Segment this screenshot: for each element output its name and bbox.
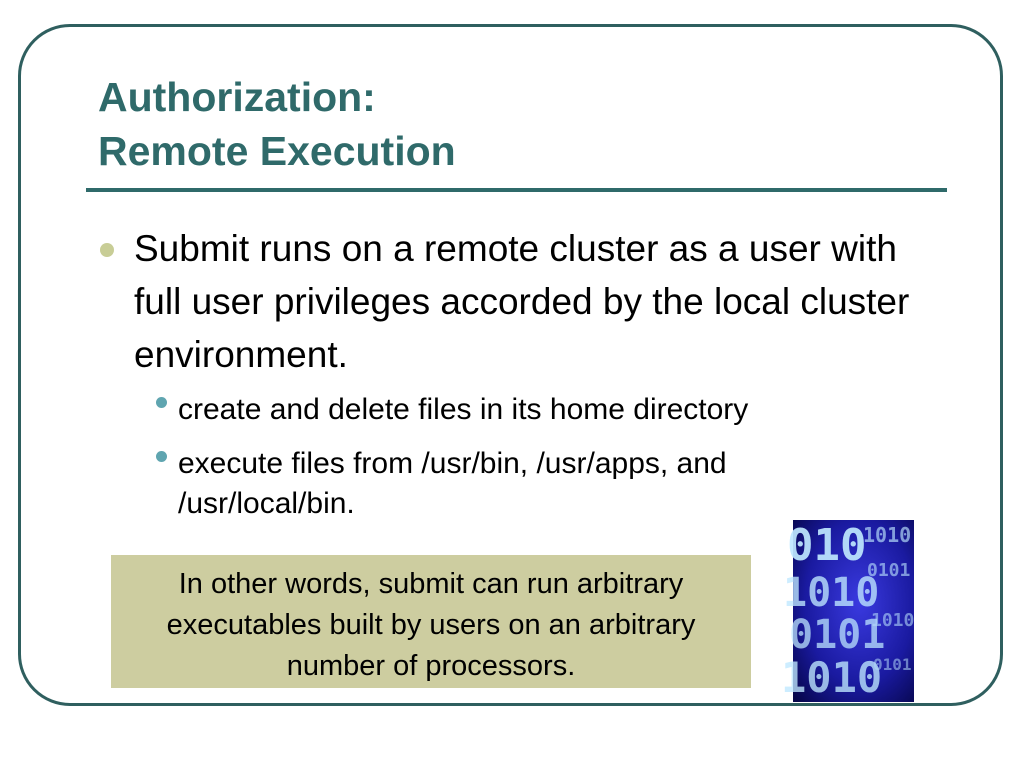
title-line-1: Authorization:	[98, 74, 376, 120]
svg-text:1010: 1010	[783, 570, 880, 616]
binary-code-image	[781, 520, 915, 702]
callout-box: In other words, submit can run arbitrary executables built by users on an arbitrary number of processors.	[111, 555, 751, 688]
sub-bullet-dot-icon	[156, 397, 167, 408]
title-line-2: Remote Execution	[98, 128, 456, 174]
sub-bullet-dot-icon	[156, 451, 167, 462]
slide-title	[98, 70, 456, 178]
svg-text:0101: 0101	[789, 612, 886, 658]
svg-text:0101: 0101	[873, 655, 912, 674]
svg-text:010: 010	[787, 520, 867, 571]
main-bullet-text: Submit runs on a remote cluster as a user with full user privileges accorded by the local cluster environment.	[134, 228, 910, 375]
sub-bullet-2: execute files from /usr/bin, /usr/apps, and /usr/local/bin.	[178, 447, 727, 520]
bullet-dot-icon	[100, 243, 114, 257]
svg-text:1010: 1010	[781, 653, 883, 702]
title-divider	[86, 188, 947, 192]
sub-bullet-1: create and delete files in its home directory	[178, 393, 749, 426]
svg-text:0101: 0101	[867, 560, 911, 581]
svg-text:1010: 1010	[863, 523, 912, 547]
svg-text:1010: 1010	[871, 610, 915, 631]
